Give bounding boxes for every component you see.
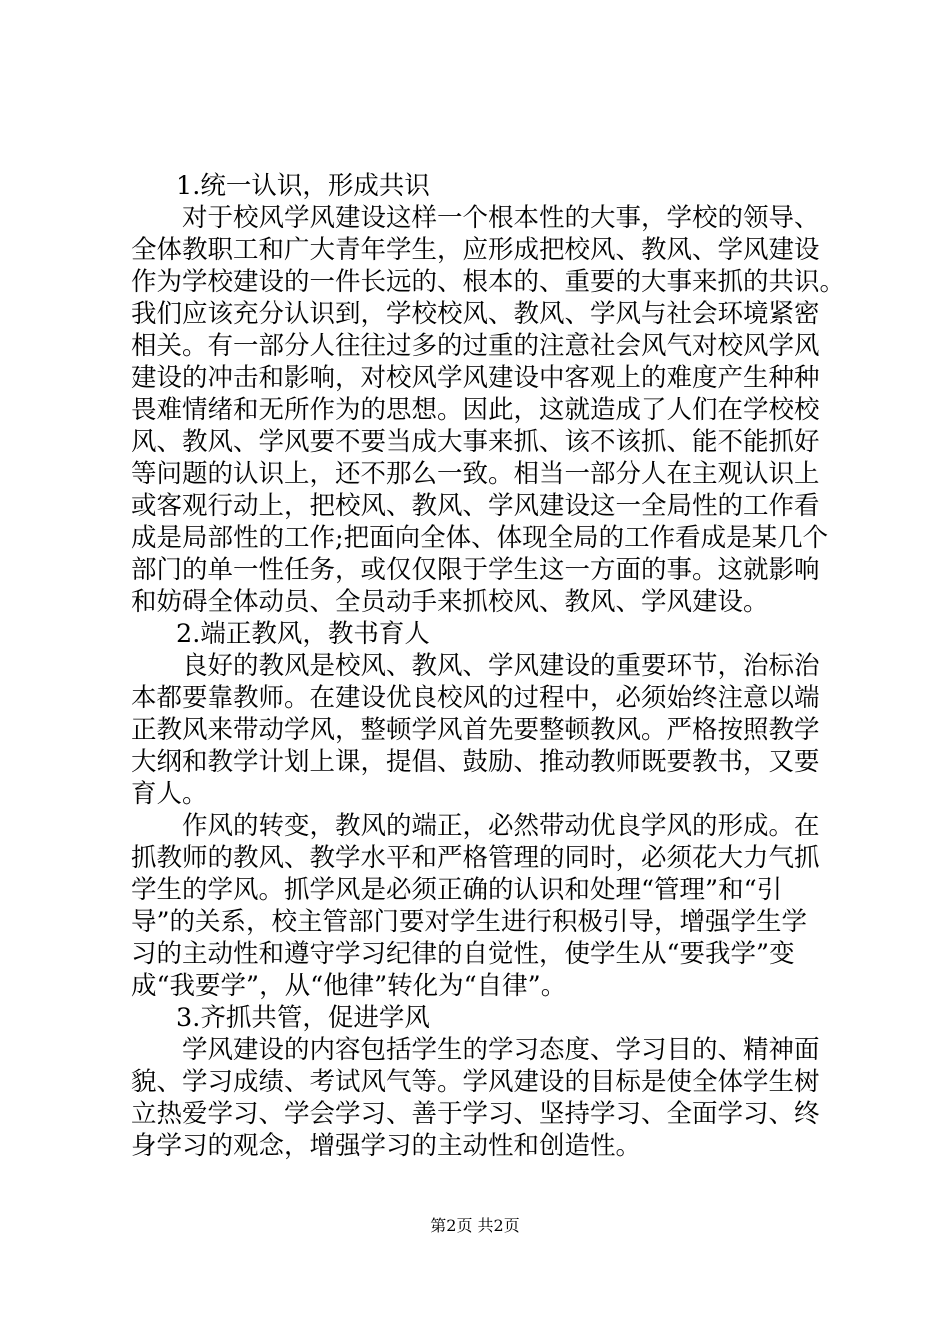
paragraph-line: 身学习的观念，增强学习的主动性和创造性。 — [131, 1131, 642, 1161]
paragraph-line: 育人。 — [131, 779, 208, 809]
paragraph-line: 或客观行动上，把校风、教风、学风建设这一全局性的工作看 — [131, 491, 820, 521]
section-heading-3: 3.齐抓共管，促进学风 — [176, 1003, 430, 1033]
paragraph-line: 作风的转变，教风的端正，必然带动优良学风的形成。在 — [182, 811, 820, 841]
paragraph-line: 本都要靠教师。在建设优良校风的过程中，必须始终注意以端 — [131, 683, 820, 713]
paragraph-line: 正教风来带动学风，整顿学风首先要整顿教风。严格按照教学 — [131, 715, 820, 745]
paragraph-line: 等问题的认识上，还不那么一致。相当一部分人在主观认识上 — [131, 459, 820, 489]
paragraph-line: 风、教风、学风要不要当成大事来抓、该不该抓、能不能抓好 — [131, 427, 820, 457]
paragraph-line: 抓教师的教风、教学水平和严格管理的同时，必须花大力气抓 — [131, 843, 820, 873]
paragraph-line: 部门的单一性任务，或仅仅限于学生这一方面的事。这就影响 — [131, 555, 820, 585]
paragraph-line: 建设的冲击和影响，对校风学风建设中客观上的难度产生种种 — [131, 363, 820, 393]
paragraph-line: 学生的学风。抓学风是必须正确的认识和处理“管理”和“引 — [131, 875, 783, 905]
paragraph-line: 立热爱学习、学会学习、善于学习、坚持学习、全面学习、终 — [131, 1099, 820, 1129]
paragraph-line: 相关。有一部分人往往过多的过重的注意社会风气对校风学风 — [131, 331, 820, 361]
page-number-label: 第2页 共2页 — [430, 1216, 520, 1235]
paragraph-line: 全体教职工和广大青年学生，应形成把校风、教风、学风建设 — [131, 235, 820, 265]
paragraph-line: 我们应该充分认识到，学校校风、教风、学风与社会环境紧密 — [131, 299, 820, 329]
paragraph-line: 对于校风学风建设这样一个根本性的大事，学校的领导、 — [182, 203, 820, 233]
section-heading-1: 1.统一认识，形成共识 — [176, 171, 430, 201]
paragraph-line: 貌、学习成绩、考试风气等。学风建设的目标是使全体学生树 — [131, 1067, 820, 1097]
paragraph-line: 成是局部性的工作;把面向全体、体现全局的工作看成是某几个 — [131, 523, 829, 553]
section-heading-2: 2.端正教风，教书育人 — [176, 619, 430, 649]
paragraph-line: 和妨碍全体动员、全员动手来抓校风、教风、学风建设。 — [131, 587, 769, 617]
paragraph-line: 成“我要学”，从“他律”转化为“自律”。 — [131, 971, 567, 1001]
page-footer — [0, 1216, 950, 1236]
paragraph-line: 习的主动性和遵守学习纪律的自觉性，使学生从“要我学”变 — [131, 939, 795, 969]
paragraph-line: 畏难情绪和无所作为的思想。因此，这就造成了人们在学校校 — [131, 395, 820, 425]
paragraph-line: 大纲和教学计划上课，提倡、鼓励、推动教师既要教书，又要 — [131, 747, 820, 777]
paragraph-line: 导”的关系，校主管部门要对学生进行积极引导，增强学生学 — [131, 907, 808, 937]
document-body — [131, 170, 851, 1162]
paragraph-line: 学风建设的内容包括学生的学习态度、学习目的、精神面 — [182, 1035, 820, 1065]
paragraph-line: 作为学校建设的一件长远的、根本的、重要的大事来抓的共识。 — [131, 267, 846, 297]
paragraph-line: 良好的教风是校风、教风、学风建设的重要环节，治标治 — [182, 651, 820, 681]
